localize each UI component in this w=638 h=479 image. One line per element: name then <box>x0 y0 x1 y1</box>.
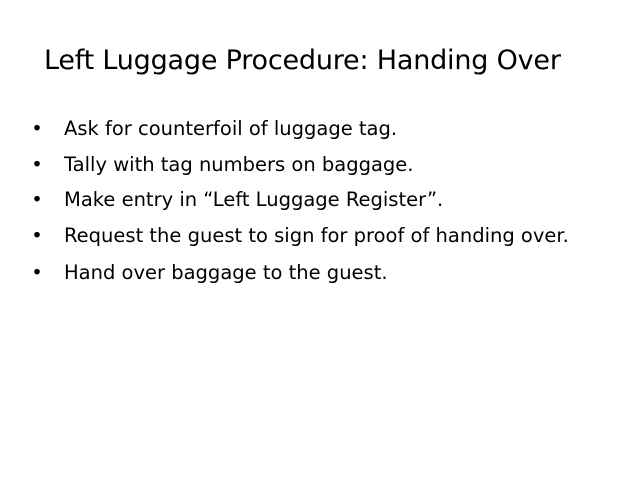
bullet-text: Request the guest to sign for proof of handing over. <box>64 223 569 247</box>
bullet-item <box>22 150 612 180</box>
bullet-item <box>22 258 612 288</box>
bullet-text: Ask for counterfoil of luggage tag. <box>64 117 398 140</box>
slide-title: Left Luggage Procedure: Handing Over <box>44 45 561 76</box>
bullet-text: Tally with tag numbers on baggage. <box>64 152 414 176</box>
bullet-icon: • <box>31 188 43 211</box>
bullet-icon: • <box>31 261 43 284</box>
bullet-icon: • <box>31 223 43 247</box>
bullet-item <box>22 221 612 251</box>
bullet-item <box>22 114 612 144</box>
bullet-icon: • <box>31 117 43 140</box>
bullet-item <box>22 185 612 215</box>
bullet-text: Hand over baggage to the guest. <box>64 261 388 284</box>
bullet-list <box>22 114 612 294</box>
bullet-text: Make entry in “Left Luggage Register”. <box>64 188 444 211</box>
bullet-icon: • <box>31 152 43 176</box>
